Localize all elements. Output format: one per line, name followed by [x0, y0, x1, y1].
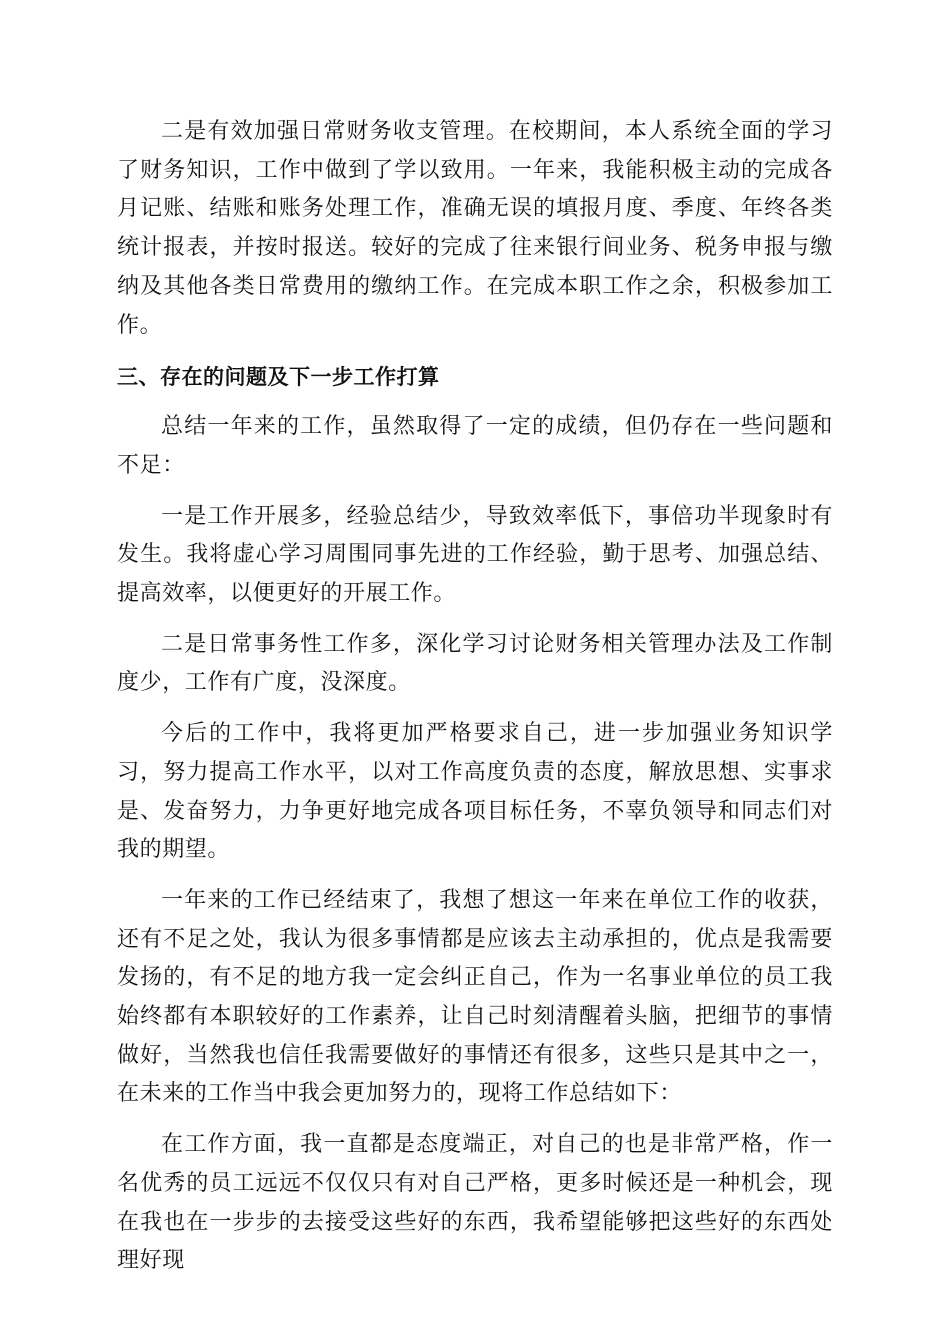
paragraph-issue-one: 一是工作开展多，经验总结少，导致效率低下，事倍功半现象时有发生。我将虚心学习周围同事先进的工作经验，勤于思考、加强总结、提高效率，以便更好的开展工作。 — [117, 503, 833, 607]
paragraph-daily-finance-management: 二是有效加强日常财务收支管理。在校期间，本人系统全面的学习了财务知识，工作中做到了学以致用。一年来，我能积极主动的完成各月记账、结账和账务处理工作，准确无误的填报月度、季度、年终各类统计报表，并按时报送。较好的完成了往来银行间业务、税务申报与缴纳及其他各类日常费用的缴纳工作。在完成本职工作之余，积极参加工作。 — [117, 119, 833, 338]
paragraph-issue-two: 二是日常事务性工作多，深化学习讨论财务相关管理办法及工作制度少，工作有广度，没深度。 — [117, 631, 833, 696]
paragraph-summary-shortcomings: 总结一年来的工作，虽然取得了一定的成绩，但仍存在一些问题和不足： — [117, 414, 833, 478]
paragraph-work-attitude: 在工作方面，我一直都是态度端正，对自己的也是非常严格，作一名优秀的员工远远不仅仅只有对自己严格，更多时候还是一种机会，现在我也在一步步的去接受这些好的东西，我希望能够把这些好的东西处理好现 — [117, 1132, 833, 1274]
document-body — [117, 113, 833, 1293]
paragraph-future-work: 今后的工作中，我将更加严格要求自己，进一步加强业务知识学习，努力提高工作水平，以对工作高度负责的态度，解放思想、实事求是、发奋努力，力争更好地完成各项目标任务，不辜负领导和同志们对我的期望。 — [117, 721, 833, 863]
section-heading-problems-and-plans: 三、存在的问题及下一步工作打算 — [117, 365, 440, 390]
paragraph-year-reflection: 一年来的工作已经结束了，我想了想这一年来在单位工作的收获，还有不足之处，我认为很多事情都是应该去主动承担的，优点是我需要发扬的，有不足的地方我一定会纠正自己，作为一名事业单位的员工我始终都有本职较好的工作素养，让自己时刻清醒着头脑，把细节的事情做好，当然我也信任我需要做好的事情还有很多，这些只是其中之一，在未来的工作当中我会更加努力的，现将工作总结如下： — [117, 887, 833, 1107]
